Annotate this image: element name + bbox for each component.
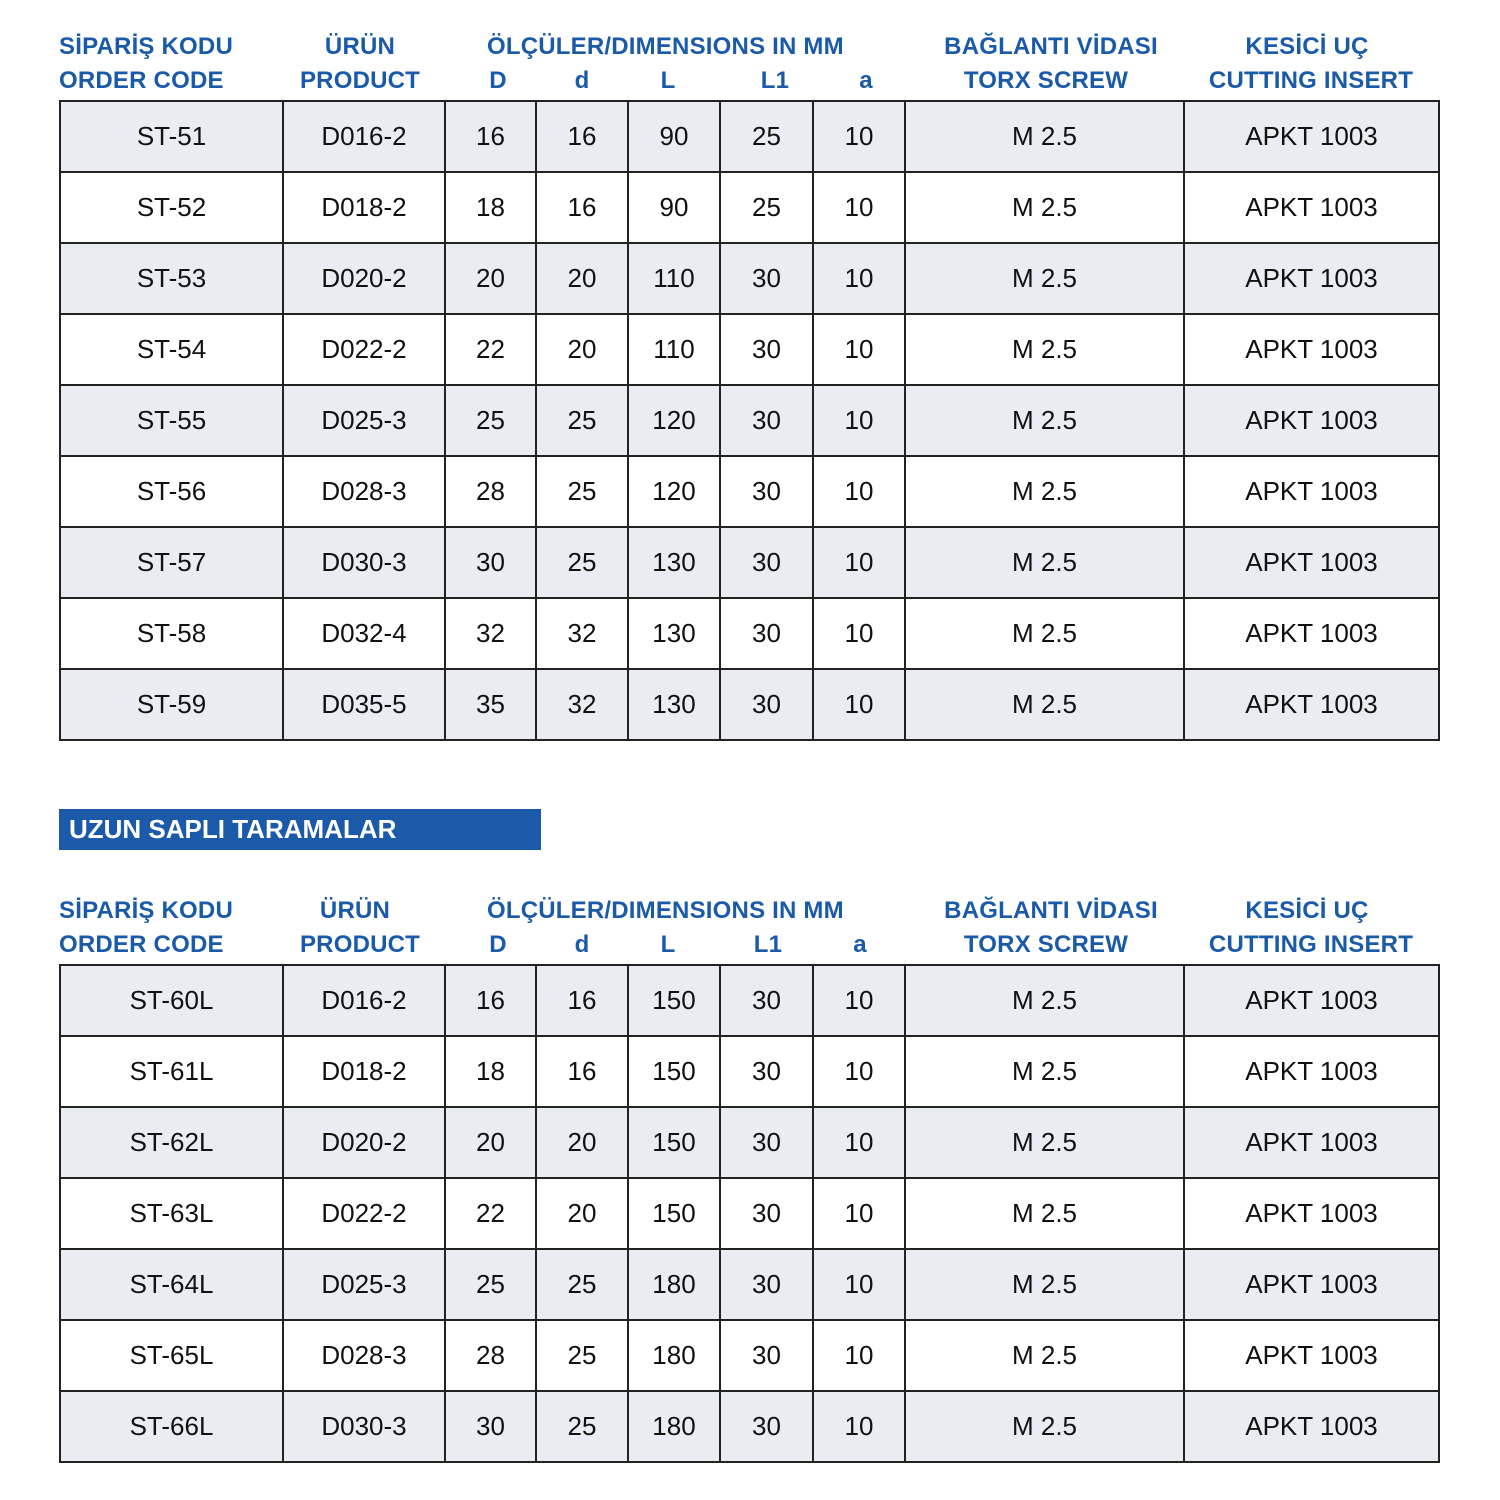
dim-D-cell: 20 <box>445 243 536 314</box>
product-cell: D025-3 <box>283 1249 445 1320</box>
screw-cell: M 2.5 <box>905 1036 1184 1107</box>
table-row <box>60 1107 1439 1178</box>
order-code-cell: ST-62L <box>60 1107 283 1178</box>
dim-d-cell: 16 <box>536 101 628 172</box>
dim-a-cell: 10 <box>813 172 905 243</box>
col-dim-L1: L1 <box>760 67 790 94</box>
insert-cell: APKT 1003 <box>1184 1320 1439 1391</box>
insert-cell: APKT 1003 <box>1184 598 1439 669</box>
screw-cell: M 2.5 <box>905 243 1184 314</box>
product-cell: D018-2 <box>283 172 445 243</box>
dim-L1-cell: 30 <box>720 1391 813 1462</box>
insert-cell: APKT 1003 <box>1184 172 1439 243</box>
order-code-cell: ST-60L <box>60 965 283 1036</box>
order-code-cell: ST-53 <box>60 243 283 314</box>
screw-cell: M 2.5 <box>905 1249 1184 1320</box>
dim-L1-cell: 30 <box>720 385 813 456</box>
dim-a-cell: 10 <box>813 101 905 172</box>
order-code-cell: ST-61L <box>60 1036 283 1107</box>
screw-cell: M 2.5 <box>905 101 1184 172</box>
order-code-cell: ST-66L <box>60 1391 283 1462</box>
insert-cell: APKT 1003 <box>1184 669 1439 740</box>
col-order-code-tr: SİPARİŞ KODU <box>59 33 233 60</box>
col-insert-en: CUTTING INSERT <box>1208 67 1414 94</box>
dim-L1-cell: 30 <box>720 1178 813 1249</box>
order-code-cell: ST-51 <box>60 101 283 172</box>
insert-cell: APKT 1003 <box>1184 1391 1439 1462</box>
dim-d-cell: 16 <box>536 172 628 243</box>
product-cell: D020-2 <box>283 1107 445 1178</box>
dim-a-cell: 10 <box>813 1391 905 1462</box>
product-cell: D035-5 <box>283 669 445 740</box>
insert-cell: APKT 1003 <box>1184 314 1439 385</box>
dim-L-cell: 110 <box>628 314 720 385</box>
col-order-code-tr: SİPARİŞ KODU <box>59 897 233 924</box>
screw-cell: M 2.5 <box>905 314 1184 385</box>
col-dim-d: d <box>574 931 590 958</box>
insert-cell: APKT 1003 <box>1184 1249 1439 1320</box>
dim-L1-cell: 30 <box>720 243 813 314</box>
order-code-cell: ST-52 <box>60 172 283 243</box>
dim-L1-cell: 25 <box>720 172 813 243</box>
dim-d-cell: 16 <box>536 965 628 1036</box>
screw-cell: M 2.5 <box>905 669 1184 740</box>
dim-D-cell: 28 <box>445 456 536 527</box>
dim-L-cell: 150 <box>628 1036 720 1107</box>
product-cell: D022-2 <box>283 314 445 385</box>
dim-a-cell: 10 <box>813 456 905 527</box>
dim-L1-cell: 30 <box>720 527 813 598</box>
dim-d-cell: 16 <box>536 1036 628 1107</box>
dim-D-cell: 30 <box>445 527 536 598</box>
col-insert-en: CUTTING INSERT <box>1208 931 1414 958</box>
dim-L1-cell: 30 <box>720 598 813 669</box>
dim-d-cell: 25 <box>536 385 628 456</box>
dim-L-cell: 90 <box>628 172 720 243</box>
dim-L1-cell: 30 <box>720 669 813 740</box>
col-dim-a: a <box>853 931 867 958</box>
dim-L-cell: 180 <box>628 1320 720 1391</box>
screw-cell: M 2.5 <box>905 1320 1184 1391</box>
product-cell: D028-3 <box>283 456 445 527</box>
product-cell: D028-3 <box>283 1320 445 1391</box>
dim-d-cell: 32 <box>536 598 628 669</box>
dim-D-cell: 18 <box>445 1036 536 1107</box>
dim-L-cell: 180 <box>628 1391 720 1462</box>
order-code-cell: ST-54 <box>60 314 283 385</box>
product-cell: D020-2 <box>283 243 445 314</box>
dim-L-cell: 130 <box>628 669 720 740</box>
order-code-cell: ST-56 <box>60 456 283 527</box>
col-screw-en: TORX SCREW <box>963 931 1129 958</box>
dim-d-cell: 20 <box>536 314 628 385</box>
screw-cell: M 2.5 <box>905 456 1184 527</box>
dim-a-cell: 10 <box>813 527 905 598</box>
table-row <box>60 527 1439 598</box>
screw-cell: M 2.5 <box>905 1178 1184 1249</box>
insert-cell: APKT 1003 <box>1184 965 1439 1036</box>
screw-cell: M 2.5 <box>905 1391 1184 1462</box>
product-cell: D018-2 <box>283 1036 445 1107</box>
product-cell: D032-4 <box>283 598 445 669</box>
dim-L-cell: 150 <box>628 1107 720 1178</box>
dim-a-cell: 10 <box>813 385 905 456</box>
dim-D-cell: 16 <box>445 965 536 1036</box>
insert-cell: APKT 1003 <box>1184 1036 1439 1107</box>
col-order-code-en: ORDER CODE <box>59 931 224 958</box>
table-row <box>60 1249 1439 1320</box>
order-code-cell: ST-63L <box>60 1178 283 1249</box>
col-dimensions: ÖLÇÜLER/DIMENSIONS IN MM <box>487 33 844 60</box>
dim-D-cell: 16 <box>445 101 536 172</box>
col-dim-L1: L1 <box>753 931 783 958</box>
insert-cell: APKT 1003 <box>1184 385 1439 456</box>
dim-a-cell: 10 <box>813 1320 905 1391</box>
dim-D-cell: 22 <box>445 314 536 385</box>
dim-L1-cell: 30 <box>720 1107 813 1178</box>
screw-cell: M 2.5 <box>905 1107 1184 1178</box>
product-cell: D016-2 <box>283 101 445 172</box>
order-code-cell: ST-65L <box>60 1320 283 1391</box>
col-screw-en: TORX SCREW <box>963 67 1129 94</box>
order-code-cell: ST-64L <box>60 1249 283 1320</box>
product-cell: D030-3 <box>283 527 445 598</box>
col-dim-D: D <box>489 67 507 94</box>
screw-cell: M 2.5 <box>905 527 1184 598</box>
insert-cell: APKT 1003 <box>1184 527 1439 598</box>
product-cell: D025-3 <box>283 385 445 456</box>
table-row <box>60 669 1439 740</box>
col-dim-L: L <box>660 67 676 94</box>
insert-cell: APKT 1003 <box>1184 1107 1439 1178</box>
order-code-cell: ST-59 <box>60 669 283 740</box>
dim-d-cell: 25 <box>536 527 628 598</box>
col-dim-a: a <box>859 67 873 94</box>
col-order-code-en: ORDER CODE <box>59 67 224 94</box>
dim-D-cell: 18 <box>445 172 536 243</box>
dim-a-cell: 10 <box>813 314 905 385</box>
table-row <box>60 172 1439 243</box>
dim-a-cell: 10 <box>813 598 905 669</box>
dim-D-cell: 32 <box>445 598 536 669</box>
dim-a-cell: 10 <box>813 669 905 740</box>
insert-cell: APKT 1003 <box>1184 1178 1439 1249</box>
col-dim-d: d <box>574 67 590 94</box>
insert-cell: APKT 1003 <box>1184 456 1439 527</box>
dim-L-cell: 120 <box>628 385 720 456</box>
product-cell: D022-2 <box>283 1178 445 1249</box>
col-screw-tr: BAĞLANTI VİDASI <box>944 33 1158 60</box>
dim-D-cell: 35 <box>445 669 536 740</box>
order-code-cell: ST-57 <box>60 527 283 598</box>
dim-D-cell: 25 <box>445 385 536 456</box>
dim-L-cell: 150 <box>628 965 720 1036</box>
dim-d-cell: 25 <box>536 456 628 527</box>
dim-a-cell: 10 <box>813 1107 905 1178</box>
dim-L-cell: 90 <box>628 101 720 172</box>
insert-cell: APKT 1003 <box>1184 243 1439 314</box>
order-code-cell: ST-58 <box>60 598 283 669</box>
dim-L-cell: 120 <box>628 456 720 527</box>
dim-D-cell: 28 <box>445 1320 536 1391</box>
screw-cell: M 2.5 <box>905 598 1184 669</box>
table-row <box>60 101 1439 172</box>
order-table-standard <box>59 100 1440 741</box>
table-row <box>60 598 1439 669</box>
dim-L1-cell: 30 <box>720 314 813 385</box>
table-row <box>60 243 1439 314</box>
dim-D-cell: 22 <box>445 1178 536 1249</box>
dim-d-cell: 32 <box>536 669 628 740</box>
screw-cell: M 2.5 <box>905 965 1184 1036</box>
screw-cell: M 2.5 <box>905 385 1184 456</box>
dim-L1-cell: 30 <box>720 1320 813 1391</box>
dim-d-cell: 25 <box>536 1320 628 1391</box>
dim-d-cell: 25 <box>536 1391 628 1462</box>
section-title-long-shank: UZUN SAPLI TARAMALAR <box>59 809 541 850</box>
dim-D-cell: 20 <box>445 1107 536 1178</box>
dim-d-cell: 20 <box>536 1178 628 1249</box>
dim-a-cell: 10 <box>813 243 905 314</box>
dim-a-cell: 10 <box>813 965 905 1036</box>
dim-d-cell: 20 <box>536 1107 628 1178</box>
col-insert-tr: KESİCİ UÇ <box>1245 33 1369 60</box>
screw-cell: M 2.5 <box>905 172 1184 243</box>
dim-a-cell: 10 <box>813 1249 905 1320</box>
col-dim-L: L <box>660 931 676 958</box>
dim-L1-cell: 30 <box>720 1036 813 1107</box>
dim-L1-cell: 30 <box>720 1249 813 1320</box>
col-product-tr: ÜRÜN <box>319 897 391 924</box>
dim-d-cell: 20 <box>536 243 628 314</box>
dim-a-cell: 10 <box>813 1178 905 1249</box>
table-row <box>60 1320 1439 1391</box>
dim-L1-cell: 30 <box>720 456 813 527</box>
dim-L-cell: 130 <box>628 527 720 598</box>
order-code-cell: ST-55 <box>60 385 283 456</box>
col-product-en: PRODUCT <box>299 67 421 94</box>
table-row <box>60 456 1439 527</box>
dim-L1-cell: 25 <box>720 101 813 172</box>
col-dim-D: D <box>489 931 507 958</box>
col-dimensions: ÖLÇÜLER/DIMENSIONS IN MM <box>487 897 844 924</box>
col-product-en: PRODUCT <box>299 931 421 958</box>
col-screw-tr: BAĞLANTI VİDASI <box>944 897 1158 924</box>
col-product-tr: ÜRÜN <box>324 33 396 60</box>
table-row <box>60 1391 1439 1462</box>
col-insert-tr: KESİCİ UÇ <box>1245 897 1369 924</box>
table-row <box>60 385 1439 456</box>
table-row <box>60 1178 1439 1249</box>
order-table-long-shank <box>59 964 1440 1463</box>
product-cell: D030-3 <box>283 1391 445 1462</box>
dim-L-cell: 180 <box>628 1249 720 1320</box>
product-cell: D016-2 <box>283 965 445 1036</box>
dim-L-cell: 130 <box>628 598 720 669</box>
dim-D-cell: 25 <box>445 1249 536 1320</box>
dim-D-cell: 30 <box>445 1391 536 1462</box>
dim-L-cell: 150 <box>628 1178 720 1249</box>
table-row <box>60 1036 1439 1107</box>
table-row <box>60 314 1439 385</box>
insert-cell: APKT 1003 <box>1184 101 1439 172</box>
dim-d-cell: 25 <box>536 1249 628 1320</box>
dim-L1-cell: 30 <box>720 965 813 1036</box>
table-row <box>60 965 1439 1036</box>
dim-a-cell: 10 <box>813 1036 905 1107</box>
dim-L-cell: 110 <box>628 243 720 314</box>
